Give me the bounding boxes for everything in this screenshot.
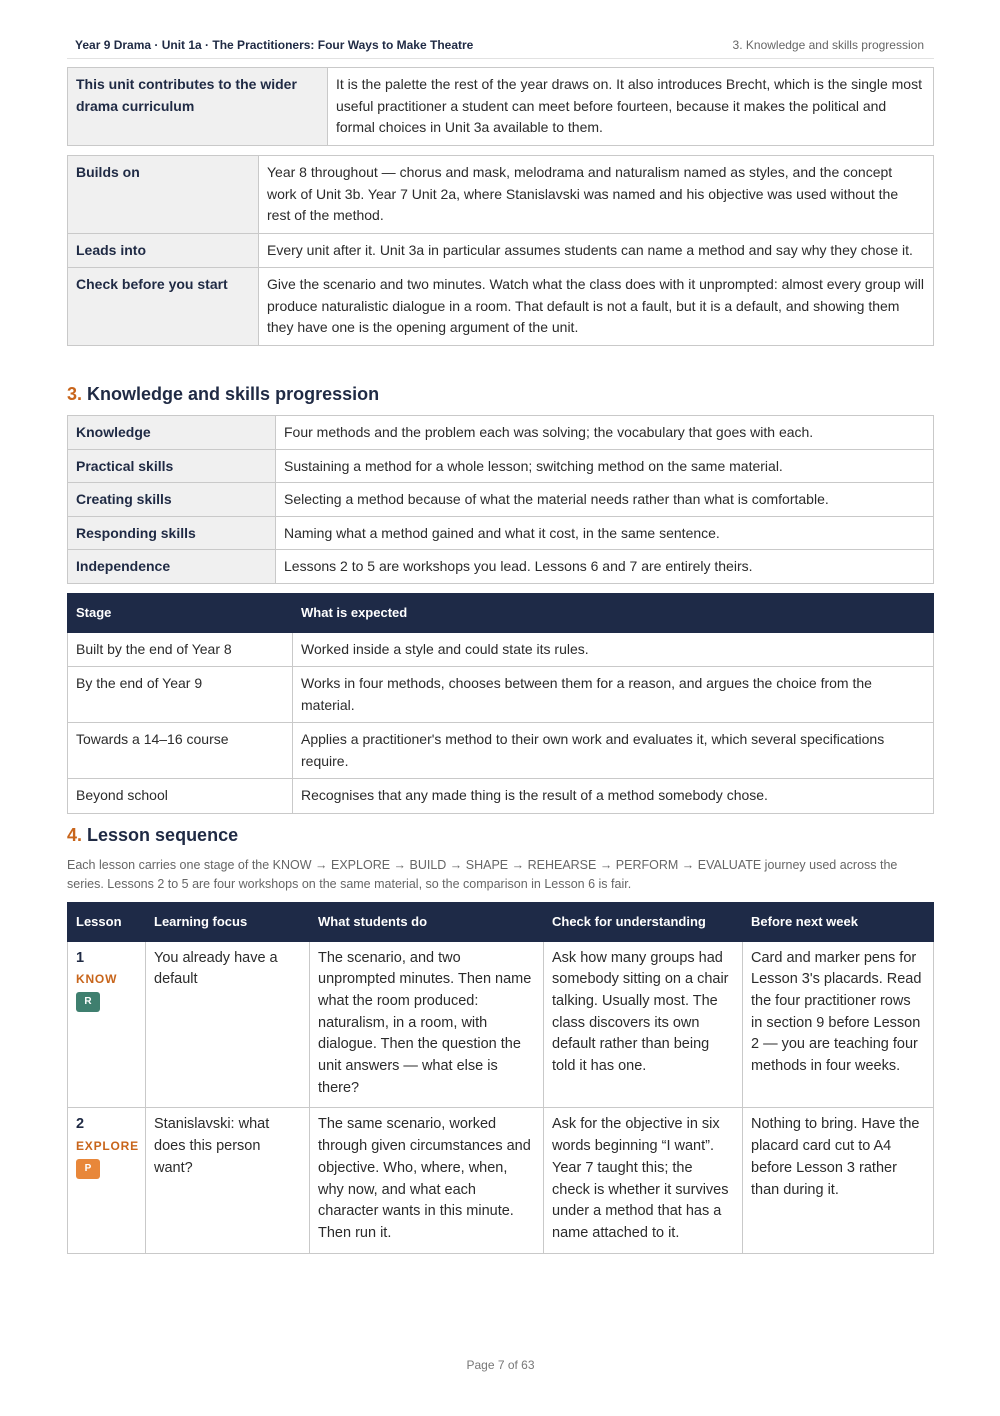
section-heading xyxy=(67,825,238,846)
expected-cell: Works in four methods, chooses between them for a reason, and argues the choice from the material. xyxy=(293,667,934,723)
column-header: Lesson xyxy=(68,903,146,942)
table-row xyxy=(68,68,934,146)
table-row xyxy=(68,483,934,517)
column-header: What students do xyxy=(310,903,544,942)
unit-context-table xyxy=(67,155,934,346)
activity-cell: The scenario, and two unprompted minutes. Then name what the room produced: naturalism, in a room, with dialogue. Then the question the unit answers — what else is there? xyxy=(310,941,544,1108)
lesson-type-badge: R xyxy=(76,992,100,1012)
row-text: It is the palette the rest of the year draws on. It also introduces Brecht, which is the single most useful practitioner a student can meet before fourteen, because it makes the political and formal choices in Unit 3a available to them. xyxy=(328,68,934,146)
header-unit-title: Year 9 Drama · Unit 1a · The Practitioners: Four Ways to Make Theatre xyxy=(75,38,474,52)
table-row xyxy=(68,632,934,667)
row-text: Every unit after it. Unit 3a in particular assumes students can name a method and say why they chose it. xyxy=(259,233,934,268)
row-label: Independence xyxy=(68,550,276,584)
section-title: Knowledge and skills progression xyxy=(87,384,380,404)
journey-stage: KNOW xyxy=(76,972,118,987)
header-section-title: 3. Knowledge and skills progression xyxy=(732,38,924,52)
lesson-cell xyxy=(68,1108,146,1253)
column-header: What is expected xyxy=(293,594,934,633)
table-row xyxy=(68,550,934,584)
table-row xyxy=(68,779,934,814)
section-title: Lesson sequence xyxy=(87,825,239,845)
column-header: Check for understanding xyxy=(544,903,743,942)
table-row xyxy=(68,156,934,234)
stage-cell: By the end of Year 9 xyxy=(68,667,293,723)
row-text: Lessons 2 to 5 are workshops you lead. Lessons 6 and 7 are entirely theirs. xyxy=(276,550,934,584)
next-week-cell: Nothing to bring. Have the placard card cut to A4 before Lesson 3 rather than during it. xyxy=(743,1108,934,1253)
row-text: Year 8 throughout — chorus and mask, melodrama and naturalism named as styles, and the concept work of Unit 3b. Year 7 Unit 2a, where Stanislavski was named and his objective was used without the rest of the method. xyxy=(259,156,934,234)
next-week-cell: Card and marker pens for Lesson 3's placards. Read the four practitioner rows in section 9 before Lesson 2 — you are teaching four methods in four weeks. xyxy=(743,941,934,1108)
expected-cell: Worked inside a style and could state its rules. xyxy=(293,632,934,667)
row-text: Four methods and the problem each was solving; the vocabulary that goes with each. xyxy=(276,416,934,450)
expected-cell: Applies a practitioner's method to their own work and evaluates it, which several specifications require. xyxy=(293,723,934,779)
row-label: Creating skills xyxy=(68,483,276,517)
table-row xyxy=(68,233,934,268)
progression-table xyxy=(67,415,934,584)
table-row xyxy=(68,723,934,779)
focus-cell: You already have a default xyxy=(146,941,310,1108)
check-cell: Ask how many groups had somebody sitting on a chair talking. Usually most. The class discovers its own default rather than being told it has one. xyxy=(544,941,743,1108)
activity-cell: The same scenario, worked through given circumstances and objective. Who, where, when, why now, and what each character wants in this minute. Then run it. xyxy=(310,1108,544,1253)
journey-stage: EXPLORE xyxy=(76,1139,139,1154)
focus-cell: Stanislavski: what does this person want? xyxy=(146,1108,310,1253)
stage-cell: Towards a 14–16 course xyxy=(68,723,293,779)
section-heading xyxy=(67,384,379,405)
table-row xyxy=(68,1108,934,1253)
running-header xyxy=(67,38,934,59)
curriculum-contribution-table xyxy=(67,67,934,146)
check-cell: Ask for the objective in six words beginning “I want”. Year 7 taught this; the check is whether it survives under a method that has a name attached to it. xyxy=(544,1108,743,1253)
table-row xyxy=(68,941,934,1108)
lesson-sequence-intro: Each lesson carries one stage of the KNOW → EXPLORE → BUILD → SHAPE → REHEARSE → PERFORM → EVALUATE journey used across the series. Lessons 2 to 5 are four workshops on the same material, so the comparison in Lesson 6 is fair. xyxy=(67,858,898,891)
page-number: Page 7 of 63 xyxy=(466,1358,535,1372)
lesson-sequence-table xyxy=(67,902,934,1254)
expected-cell: Recognises that any made thing is the result of a method somebody chose. xyxy=(293,779,934,814)
row-label: Knowledge xyxy=(68,416,276,450)
lesson-type-badge: P xyxy=(76,1159,100,1179)
table-header-row xyxy=(68,903,934,942)
lesson-cell xyxy=(68,941,146,1108)
row-label: Leads into xyxy=(68,233,259,268)
stage-cell: Beyond school xyxy=(68,779,293,814)
row-label: Builds on xyxy=(68,156,259,234)
column-header: Before next week xyxy=(743,903,934,942)
table-row xyxy=(68,268,934,346)
table-row xyxy=(68,667,934,723)
row-text: Naming what a method gained and what it cost, in the same sentence. xyxy=(276,516,934,550)
row-label: Responding skills xyxy=(68,516,276,550)
table-row xyxy=(68,449,934,483)
row-label: Check before you start xyxy=(68,268,259,346)
section-number: 3. xyxy=(67,384,83,404)
table-row xyxy=(68,416,934,450)
row-text: Sustaining a method for a whole lesson; switching method on the same material. xyxy=(276,449,934,483)
row-label: Practical skills xyxy=(68,449,276,483)
row-text: Selecting a method because of what the material needs rather than what is comfortable. xyxy=(276,483,934,517)
row-text: Give the scenario and two minutes. Watch what the class does with it unprompted: almost every group will produce naturalistic dialogue in a room. That default is not a fault, but it is a default, and showing them they have one is the opening argument of the unit. xyxy=(259,268,934,346)
stage-cell: Built by the end of Year 8 xyxy=(68,632,293,667)
row-label: This unit contributes to the wider drama curriculum xyxy=(68,68,328,146)
column-header: Stage xyxy=(68,594,293,633)
section-number: 4. xyxy=(67,825,83,845)
column-header: Learning focus xyxy=(146,903,310,942)
table-row xyxy=(68,516,934,550)
table-header-row xyxy=(68,594,934,633)
stage-expectations-table xyxy=(67,593,934,814)
lesson-number: 2 xyxy=(76,1116,85,1133)
lesson-number: 1 xyxy=(76,949,85,966)
